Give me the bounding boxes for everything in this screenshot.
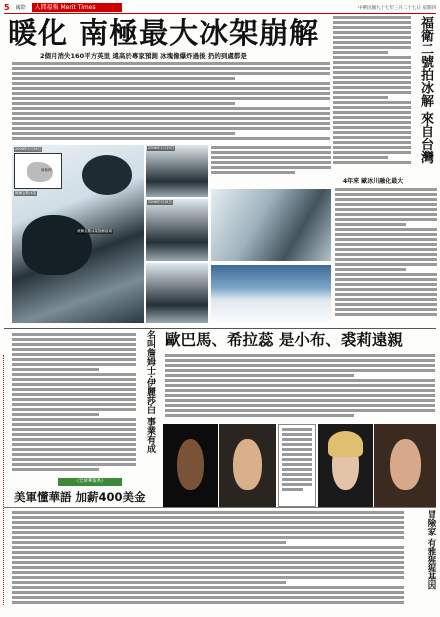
ice-photo-mar-8 — [146, 199, 208, 261]
map-label: 南極洲 — [41, 168, 52, 172]
antarctica-map-inset — [14, 153, 62, 189]
news-source-tag: 《全球華報系》 — [58, 478, 122, 486]
portrait-pitt — [219, 424, 276, 507]
map-sublabel: 威爾金斯冰架 — [15, 191, 36, 195]
portrait-jolie — [374, 424, 436, 507]
section-label: 國際 — [15, 5, 26, 11]
lower-body-text — [12, 511, 404, 609]
photo-date-tag: 2008年2月29日 — [148, 146, 175, 150]
photo-date-tag: 2008年3月8日 — [148, 200, 172, 204]
ice-shelf-edge-photo — [211, 265, 331, 323]
portrait-obama — [163, 424, 218, 507]
side-body-text-upper — [333, 16, 411, 171]
ice-aerial-photo — [211, 189, 331, 261]
ice-shelf-satellite-photo — [12, 145, 144, 323]
photo-caption — [211, 146, 331, 186]
side-headline: 福衛二號拍冰解 來自台灣 — [418, 16, 433, 164]
celebrity-body-text — [165, 354, 435, 420]
margin-rule — [3, 355, 6, 605]
masthead — [4, 2, 436, 14]
marine-headline: 美軍懂華語 加薪400美金 — [14, 490, 146, 504]
celebrity-side-headline: 名叫詹姆士‧伊麗莎白 事業有成 — [145, 330, 155, 454]
ice-photo-feb-29 — [146, 145, 208, 197]
page-number: 5 — [4, 3, 10, 12]
publication-date: 中華民國九十七年三月二十七日 星期四 — [358, 5, 436, 11]
adventurer-headline: 冒險家 有雅猩猩基因 — [426, 510, 436, 590]
celebrity-headline: 歐巴馬、希拉蕊 是小布、裘莉遠親 — [165, 331, 403, 349]
lead-headline: 暖化 南極最大冰架崩解 — [8, 16, 320, 50]
section-divider — [4, 328, 436, 329]
lead-body-text — [12, 62, 330, 142]
left-column-text — [12, 333, 136, 475]
lower-divider — [4, 507, 436, 508]
collapse-area-label: 威爾金斯冰架崩解區域 — [77, 229, 112, 233]
ice-photo-later — [146, 263, 208, 323]
newspaper-logo: 人間福報 Merit Times — [32, 3, 122, 12]
portrait-clinton — [318, 424, 373, 507]
side-body-text-lower — [335, 188, 437, 323]
photo-date-tag: 2008年2月28日 — [15, 147, 42, 151]
lead-deck: 2個月消失160平方英里 遠高於專家預測 冰塊像爆炸過後 扔的到處都是 — [40, 52, 247, 60]
side-deck: 4年來 歐冰川融化最大 — [343, 178, 404, 185]
quote-box — [278, 424, 316, 507]
